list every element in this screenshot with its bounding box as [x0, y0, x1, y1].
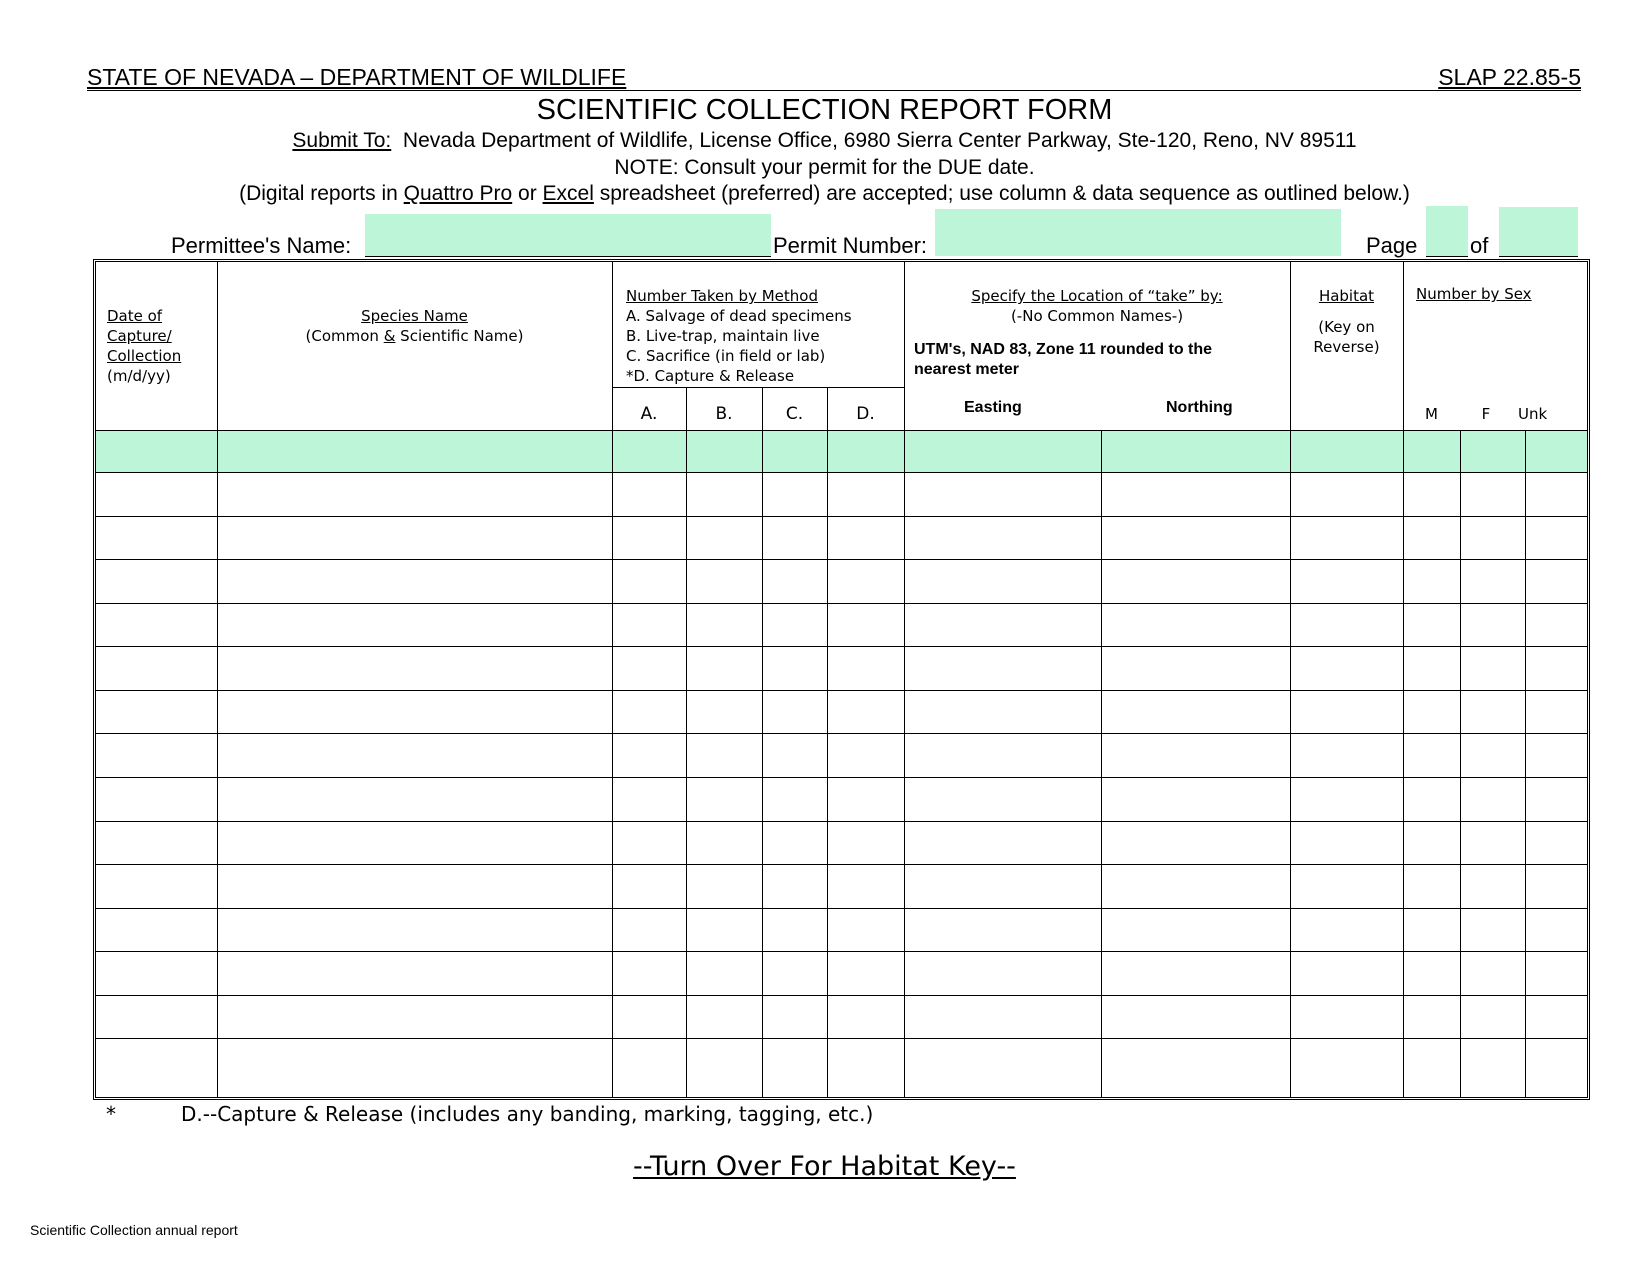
species-sub-amp: &	[383, 327, 396, 345]
form-title: SCIENTIFIC COLLECTION REPORT FORM	[536, 94, 1113, 126]
report-table	[93, 259, 1590, 1100]
row-line	[96, 777, 1587, 778]
habitat-subtitle: Reverse)	[1313, 338, 1380, 356]
col-divider	[827, 387, 828, 1097]
col-divider	[1290, 262, 1291, 1097]
page-underline	[1426, 256, 1468, 257]
quattro-pro-label: Quattro Pro	[403, 182, 513, 205]
agency-name: STATE OF NEVADA – DEPARTMENT OF WILDLIFE	[87, 64, 627, 90]
date-column-header	[107, 306, 181, 386]
page-total-field[interactable]	[1499, 207, 1578, 256]
habitat-column-header	[1290, 286, 1403, 357]
header-rule	[87, 90, 1581, 91]
row-line	[96, 995, 1587, 996]
due-date-note: NOTE: Consult your permit for the DUE date.	[614, 156, 1035, 179]
col-divider	[1403, 262, 1404, 1097]
method-col-c: C.	[785, 404, 804, 424]
col-divider	[686, 387, 687, 1097]
col-divider	[1525, 430, 1526, 1097]
sex-col-female: F	[1481, 405, 1491, 423]
utm-note-line: UTM's, NAD 83, Zone 11 rounded to the	[914, 341, 1213, 358]
row-line	[96, 472, 1587, 473]
col-divider	[904, 262, 905, 1097]
species-sub-post: Scientific Name)	[395, 327, 524, 345]
digital-or: or	[512, 182, 543, 205]
date-header-line: Date of	[107, 307, 163, 325]
footnote-mark: *	[106, 1102, 116, 1126]
digital-report-note	[0, 182, 1649, 206]
habitat-title: Habitat	[1318, 287, 1375, 305]
location-title: Specify the Location of “take” by:	[971, 287, 1223, 305]
species-subtitle	[217, 326, 612, 346]
row-line	[96, 733, 1587, 734]
permittee-label: Permittee's Name:	[171, 233, 352, 258]
sex-title: Number by Sex	[1416, 285, 1532, 303]
utm-note-line: nearest meter	[914, 361, 1019, 378]
page-footer: Scientific Collection annual report	[30, 1222, 238, 1238]
row-line	[96, 1038, 1587, 1039]
method-item: *D. Capture & Release	[626, 367, 795, 385]
date-header-line: Collection	[107, 347, 182, 365]
species-sub-pre: (Common	[305, 327, 384, 345]
method-item: A. Salvage of dead specimens	[626, 307, 852, 325]
row-line	[96, 559, 1587, 560]
page-total-underline	[1499, 256, 1578, 257]
footnote-text: D.--Capture & Release (includes any banding, marking, tagging, etc.)	[181, 1102, 874, 1126]
method-title: Number Taken by Method	[626, 287, 818, 305]
species-title: Species Name	[361, 307, 468, 325]
digital-post: spreadsheet (preferred) are accepted; use column & data sequence as outlined below.)	[593, 182, 1410, 205]
method-col-a: A.	[640, 404, 658, 424]
location-subtitle: (-No Common Names-)	[1010, 307, 1184, 325]
method-item: B. Live-trap, maintain live	[626, 327, 820, 345]
submit-line	[0, 129, 1649, 153]
row-line	[96, 864, 1587, 865]
col-divider	[1101, 430, 1102, 1097]
sex-column-header	[1416, 284, 1532, 304]
easting-header: Easting	[964, 399, 1022, 416]
method-col-d: D.	[856, 404, 875, 424]
digital-pre: (Digital reports in	[239, 182, 404, 205]
date-format: (m/d/yy)	[107, 367, 171, 385]
row-line	[96, 603, 1587, 604]
page-number-field[interactable]	[1426, 206, 1468, 256]
row-line	[96, 430, 1587, 431]
method-column-header	[626, 286, 852, 386]
permittee-underline	[365, 256, 771, 257]
habitat-subtitle: (Key on	[1318, 318, 1375, 336]
northing-header: Northing	[1166, 399, 1233, 416]
turn-over-text: --Turn Over For Habitat Key--	[633, 1151, 1016, 1182]
row-line	[96, 646, 1587, 647]
date-header-line: Capture/	[107, 327, 172, 345]
habitat-spacer	[1290, 306, 1403, 317]
col-divider	[762, 387, 763, 1097]
permittee-name-field[interactable]	[365, 214, 771, 256]
of-label: of	[1470, 233, 1489, 258]
first-row-fill[interactable]	[96, 430, 1587, 472]
row-line	[96, 516, 1587, 517]
row-line	[96, 951, 1587, 952]
row-line	[96, 908, 1587, 909]
location-column-header	[904, 286, 1290, 326]
sex-col-male: M	[1425, 405, 1438, 423]
permit-number-field[interactable]	[935, 209, 1341, 256]
submit-label: Submit To:	[292, 129, 392, 152]
permit-number-label: Permit Number:	[773, 233, 928, 258]
species-column-header	[217, 306, 612, 346]
utm-note	[914, 340, 1212, 380]
col-divider	[217, 262, 218, 1097]
method-rule	[612, 387, 904, 388]
row-line	[96, 690, 1587, 691]
row-line	[96, 821, 1587, 822]
sex-col-unknown: Unk	[1518, 405, 1548, 423]
form-code: SLAP 22.85-5	[1438, 64, 1581, 90]
method-item: C. Sacrifice (in field or lab)	[626, 347, 826, 365]
turn-over-note	[0, 1151, 1649, 1182]
col-divider	[1460, 430, 1461, 1097]
excel-label: Excel	[542, 182, 594, 205]
page-label: Page	[1366, 233, 1418, 258]
submit-address: Nevada Department of Wildlife, License Office, 6980 Sierra Center Parkway, Ste-120, Reno, NV 89511	[402, 129, 1357, 152]
method-col-b: B.	[715, 404, 733, 424]
